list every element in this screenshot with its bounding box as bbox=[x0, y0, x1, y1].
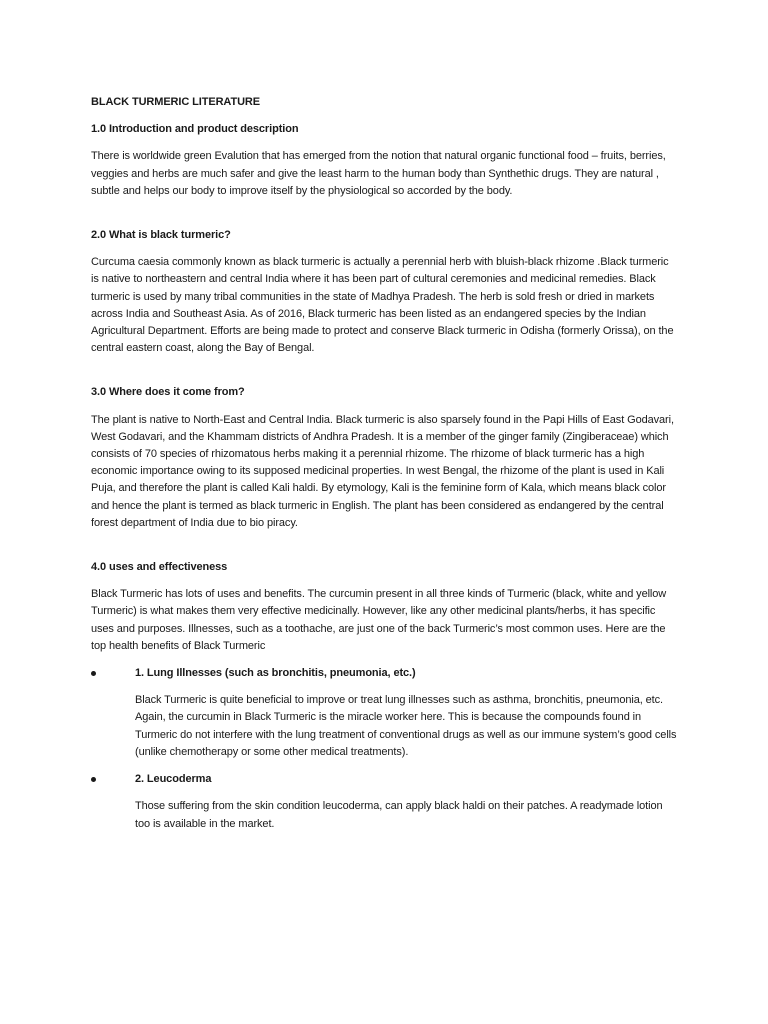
section-heading-what-is: 2.0 What is black turmeric? bbox=[91, 229, 231, 242]
section-spacer bbox=[91, 210, 679, 227]
bullet-icon bbox=[91, 777, 96, 782]
section-paragraph-what-is: Curcuma caesia commonly known as black turmeric is actually a perennial herb with bluish-black rhizome .Black turmeric is native to northeastern and central India where it has been part of cultural ceremonies and medicinal remedies. Black turmeric is used by many tribal communities in the state of Madhya Pradesh. The herb is sold fresh or dried in markets across India and Southeast Asia. As of 2016, Black turmeric has been listed as an endangered species by the Indian Agricultural Department. Efforts are being made to protect and conserve Black turmeric in Odisha (formerly Orissa), on the central eastern coast, along the Bay of Bengal. bbox=[91, 256, 674, 355]
section-paragraph-uses: Black Turmeric has lots of uses and benefits. The curcumin present in all three kinds of Turmeric (black, white and yellow Turmeric) is what makes them very effective medicinally. However, like any other medicinal plants/herbs, it has specific uses and purposes. Illnesses, such as a toothache, are just one of the back Turmeric’s most common uses. Here are the top health benefits of Black Turmeric bbox=[91, 588, 667, 652]
section-paragraph-introduction: There is worldwide green Evalution that has emerged from the notion that natural organic functional food – fruits, berries, veggies and herbs are much safer and give the least harm to the human body than Synthethic drugs. They are natural , subtle and helps our body to improve itself by the physiological so accorded by the body. bbox=[91, 150, 666, 197]
section-spacer bbox=[91, 367, 679, 384]
benefit-list-item bbox=[91, 771, 679, 788]
document-body bbox=[91, 94, 679, 843]
section-heading-introduction: 1.0 Introduction and product description bbox=[91, 123, 299, 136]
section-paragraph-origin: The plant is native to North-East and Central India. Black turmeric is also sparsely found in the Papi Hills of East Godavari, West Godavari, and the Khammam districts of Andhra Pradesh. It is a member of the ginger family (Zingiberaceae) which consists of 70 species of rhizomatous herbs making it a perennial rhizome. The rhizome of black turmeric has a high economic importance owing to its supposed medicinal properties. In west Bengal, the rhizome of the plant is used in Kali Puja, and therefore the plant is called Kali haldi. By etymology, Kali is the feminine form of Kala, which means black color and hence the plant is termed as black turmeric in English. The plant has been considered as endangered by the central forest department of India due to bio piracy. bbox=[91, 413, 674, 529]
section-heading-origin: 3.0 Where does it come from? bbox=[91, 386, 245, 399]
benefit-label: 1. Lung Illnesses (such as bronchitis, pneumonia, etc.) bbox=[135, 667, 416, 680]
benefit-text: Those suffering from the skin condition leucoderma, can apply black haldi on their patches. A readymade lotion too is available in the market. bbox=[135, 800, 663, 830]
section-spacer bbox=[91, 542, 679, 559]
section-heading-uses: 4.0 uses and effectiveness bbox=[91, 561, 228, 574]
document-title: BLACK TURMERIC LITERATURE bbox=[91, 96, 261, 108]
benefit-label: 2. Leucoderma bbox=[135, 773, 212, 786]
benefit-list-item bbox=[91, 665, 679, 682]
bullet-icon bbox=[91, 671, 96, 676]
benefit-text: Black Turmeric is quite beneficial to improve or treat lung illnesses such as asthma, bronchitis, pneumonia, etc. Again, the curcumin in Black Turmeric is the miracle worker here. This is because the compounds found in Turmeric do not interfere with the lung treatment of conventional drugs as well as our immune system’s good cells (unlike chemotherapy or some other medical treatments). bbox=[135, 694, 677, 758]
